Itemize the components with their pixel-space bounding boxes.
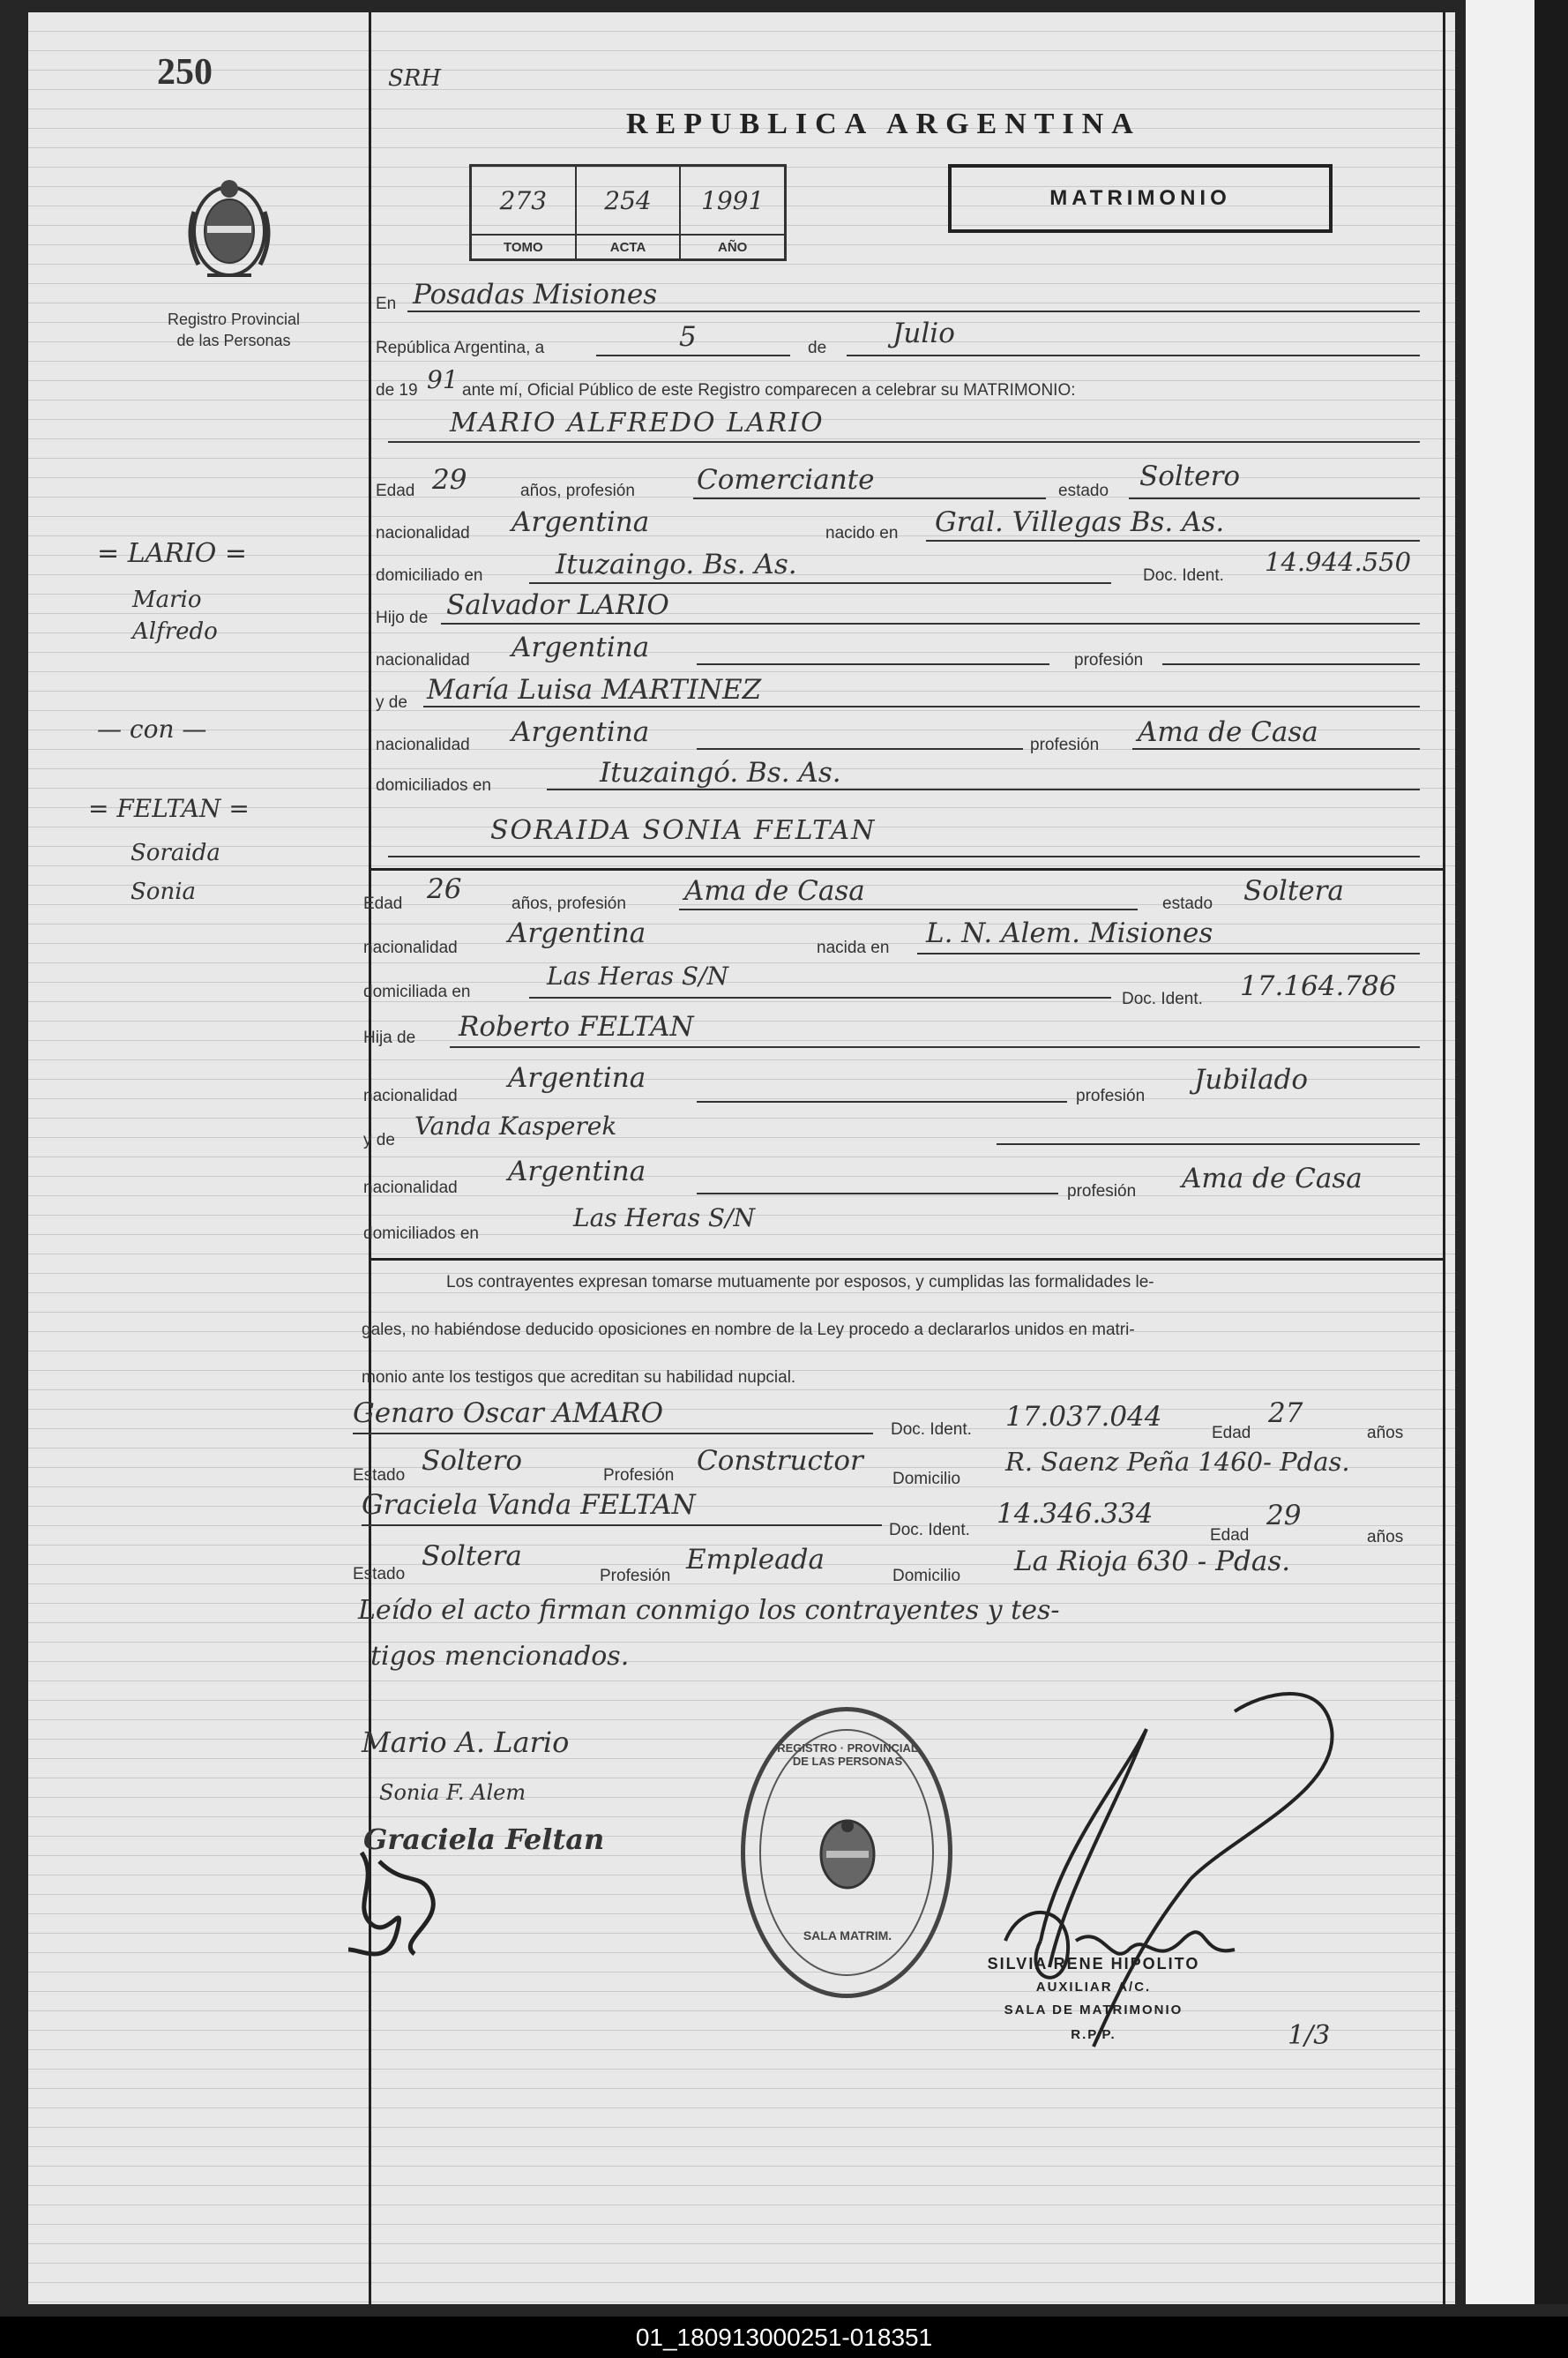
groom-mother-nat-label: nacionalidad [376,736,470,754]
groom-yde-label: y de [376,693,407,712]
bride-domicile: Las Heras S/N [547,962,729,991]
bride-mother-prof-label: profesión [1067,1182,1137,1201]
witness1-name: Genaro Oscar AMARO [353,1397,664,1429]
groom-name: MARIO ALFREDO LARIO [450,408,825,438]
bride-nationality: Argentina [508,917,646,949]
acta-value: 254 [604,185,652,215]
groom-dom-label: domiciliado en [376,566,483,585]
coat-of-arms-icon [181,176,278,291]
bride-father-nat-label: nacionalidad [363,1087,458,1105]
year-value: 91 [427,365,459,394]
witness2-doc: 14.346.334 [997,1498,1154,1530]
witness2-name-line [362,1524,882,1526]
bride-father-profession: Jubilado [1194,1064,1309,1096]
margin-groom-surname: = LARIO = [97,538,247,569]
registry-label: Registro Provincial de las Personas [167,311,301,349]
bride-nacida-label: nacida en [817,939,890,957]
bride-mother-line [997,1143,1420,1145]
stamp-emblem-icon [814,1817,881,1891]
bride-mother: Vanda Kasperek [414,1112,617,1141]
bride-father-nat-line [697,1101,1067,1103]
margin-bride-surname: = FELTAN = [88,794,250,823]
witness2-doc-label: Doc. Ident. [889,1521,970,1539]
groom-father-nat-line [697,663,1049,665]
groom-domicile: Ituzaingo. Bs. As. [556,549,797,580]
groom-father-line [441,623,1420,625]
acta-label: ACTA [577,234,680,258]
groom-mother-nationality: Argentina [511,716,650,748]
anio-cell [681,167,784,258]
place-value: Posadas Misiones [413,279,658,311]
groom-father-nat-label: nacionalidad [376,651,470,670]
bride-mother-nat-line [697,1193,1058,1194]
bride-yde-label: y de [363,1131,395,1149]
official-name: SILVIA RENE HIPOLITO [987,1955,1200,1972]
signature-groom: Mario A. Lario [362,1725,570,1759]
groom-profession-line [693,498,1046,499]
margin-con-text: con [129,715,175,744]
official-title: AUXILIAR A/C. [1035,1980,1152,1995]
groom-name-line [388,441,1420,443]
official-stamp [741,1707,952,1998]
stamp-lower-text: SALA MATRIM. [803,1928,892,1943]
matrimonio-box: MATRIMONIO [948,164,1333,233]
acta-cell [577,167,682,258]
official-office: SALA DE MATRIMONIO [1004,2002,1183,2017]
groom-nacido-label: nacido en [825,524,899,543]
groom-edad-label: Edad [376,482,415,500]
closing-line-2: tigos mencionados. [370,1641,630,1672]
footer-bar [0,2317,1568,2358]
tomo-value: 273 [499,185,548,215]
anio-value: 1991 [701,185,765,215]
day-value: 5 [679,321,697,353]
margin-groom-given: Mario Alfredo [132,587,218,645]
groom-father-prof-line [1162,663,1420,665]
groom-father-nationality: Argentina [511,632,650,663]
declaration: ante mí, Oficial Público de este Registro comparecen a celebrar su MATRIMONIO: [462,381,1076,400]
groom-father-prof-label: profesión [1074,651,1144,670]
republic-title: REPUBLICA ARGENTINA [626,108,1141,140]
bride-birthplace-line [917,953,1420,954]
stamp-ring-text: REGISTRO · PROVINCIAL DE LAS PERSONAS [777,1741,918,1768]
bride-name-line [388,856,1420,857]
page-number: 250 [157,52,213,93]
witness1-domicile: R. Saenz Peña 1460- Pdas. [1005,1447,1350,1477]
bride-mother-nat-label: nacionalidad [363,1179,458,1197]
bride-parents-dom-label: domiciliados en [363,1224,479,1243]
tomo-cell [472,167,577,258]
witness2-anos-label: años [1367,1528,1404,1546]
witness2-edad-label: Edad [1210,1526,1250,1545]
witness2-civil-status: Soltera [422,1540,522,1572]
formal-line-1: Los contrayentes expresan tomarse mutuamente por esposos, y cumplidas las formalidades le- [446,1273,1154,1291]
page-mark: 1/3 [1288,2020,1331,2051]
bride-father-nationality: Argentina [508,1062,646,1094]
margin-rule [369,12,371,2304]
groom-mother-prof-label: profesión [1030,736,1100,754]
right-rule [1443,12,1445,2304]
bride-father: Roberto FELTAN [459,1011,694,1043]
bride-parents-domicile: Las Heras S/N [573,1203,756,1232]
groom-civil-status: Soltero [1139,460,1241,492]
groom-nac-label: nacionalidad [376,524,470,543]
witness1-profession: Constructor [697,1445,863,1477]
margin-bride-given: Soraida Sonia [131,840,220,905]
witness2-dom-label: Domicilio [892,1567,961,1585]
groom-hijo-label: Hijo de [376,609,429,627]
bride-profession-line [679,909,1138,910]
bride-father-line [450,1046,1420,1048]
groom-mother-profession: Ama de Casa [1138,716,1318,748]
corner-note: SRH [388,65,442,92]
en-label: En [376,295,397,313]
closing-line-1: Leído el acto firman conmigo los contrayentes y tes- [358,1595,1060,1626]
signature-witness: Graciela Feltan [363,1823,605,1856]
witness1-prof-label: Profesión [603,1466,675,1485]
witness1-age: 27 [1268,1397,1303,1429]
bride-nac-label: nacionalidad [363,939,458,957]
witness2-domicile: La Rioja 630 - Pdas. [1014,1546,1291,1577]
section-separator-1 [370,868,1443,871]
bride-father-prof-label: profesión [1076,1087,1146,1105]
groom-parents-domicile: Ituzaingó. Bs. As. [600,757,841,789]
bride-edad-label: Edad [363,895,403,913]
witness1-civil-status: Soltero [422,1445,523,1477]
bride-name: SORAIDA SONIA FELTAN [490,815,877,846]
margin-con: — con — [97,715,207,744]
footer-id: 01_180913000251-018351 [635,2323,933,2351]
registration-table [469,164,787,261]
witness2-name: Graciela Vanda FELTAN [362,1489,696,1521]
formal-line-3: monio ante los testigos que acreditan su habilidad nupcial. [362,1368,796,1387]
witness2-prof-label: Profesión [600,1567,671,1585]
margin-bride-surname-text: FELTAN [116,794,221,823]
place-line [407,311,1420,312]
bride-profession: Ama de Casa [684,875,865,907]
groom-nationality: Argentina [511,506,650,538]
witness1-estado-label: Estado [353,1466,406,1485]
groom-father: Salvador LARIO [446,589,669,621]
witness1-doc-label: Doc. Ident. [891,1420,972,1439]
groom-birthplace: Gral. Villegas Bs. As. [935,506,1225,538]
month-value: Julio [892,318,955,349]
groom-mother-nat-line [697,748,1023,750]
witness1-anos-label: años [1367,1424,1404,1442]
margin-groom-surname-text: LARIO [127,538,217,569]
section-separator-2 [370,1258,1443,1261]
day-line [596,355,790,356]
de19-label: de 19 [376,381,418,400]
bride-age: 26 [427,873,462,905]
de-label: de [808,339,827,357]
bride-civil-status: Soltera [1243,875,1344,907]
groom-age: 29 [432,464,467,496]
groom-anos-label: años, profesión [520,482,635,500]
month-line [847,355,1420,356]
groom-mother-prof-line [1132,748,1420,750]
formal-line-2: gales, no habiéndose deducido oposiciones en nombre de la Ley procedo a declararlos unidos en matri- [362,1321,1135,1339]
bride-doc: 17.164.786 [1240,970,1397,1002]
groom-parents-dom-label: domiciliados en [376,776,491,795]
witness2-estado-label: Estado [353,1565,406,1583]
groom-birthplace-line [926,540,1420,542]
witness1-name-line [353,1433,873,1434]
groom-estado-line [1129,498,1420,499]
bride-birthplace: L. N. Alem. Misiones [926,917,1213,949]
witness1-edad-label: Edad [1212,1424,1251,1442]
witness2-age: 29 [1266,1500,1302,1531]
official-dept: R.P.P. [1071,2027,1116,2042]
tomo-label: TOMO [472,234,575,258]
groom-estado-label: estado [1058,482,1109,500]
signature-bride: Sonia F. Alem [379,1780,526,1805]
witness1-doc: 17.037.044 [1005,1401,1162,1433]
bride-hija-label: Hija de [363,1029,416,1047]
groom-parents-dom-line [547,789,1420,790]
groom-domicile-line [529,582,1111,584]
groom-profession: Comerciante [697,464,875,496]
groom-mother: María Luisa MARTINEZ [427,674,762,706]
groom-mother-line [423,706,1420,707]
bride-domicile-line [529,997,1111,999]
bride-mother-profession: Ama de Casa [1182,1163,1363,1194]
republica-label: República Argentina, a [376,339,545,357]
bride-anos-label: años, profesión [511,895,626,913]
binding-shadow [1534,0,1568,2304]
signature-scribble [344,1844,476,1958]
bride-estado-label: estado [1162,895,1213,913]
bride-mother-nationality: Argentina [508,1156,646,1187]
bride-dom-label: domiciliada en [363,983,471,1001]
anio-label: AÑO [681,234,784,258]
witness2-profession: Empleada [686,1544,825,1576]
bride-doc-label: Doc. Ident. [1122,990,1203,1008]
groom-doc: 14.944.550 [1265,547,1412,577]
witness1-dom-label: Domicilio [892,1470,961,1488]
groom-doc-label: Doc. Ident. [1143,566,1224,585]
